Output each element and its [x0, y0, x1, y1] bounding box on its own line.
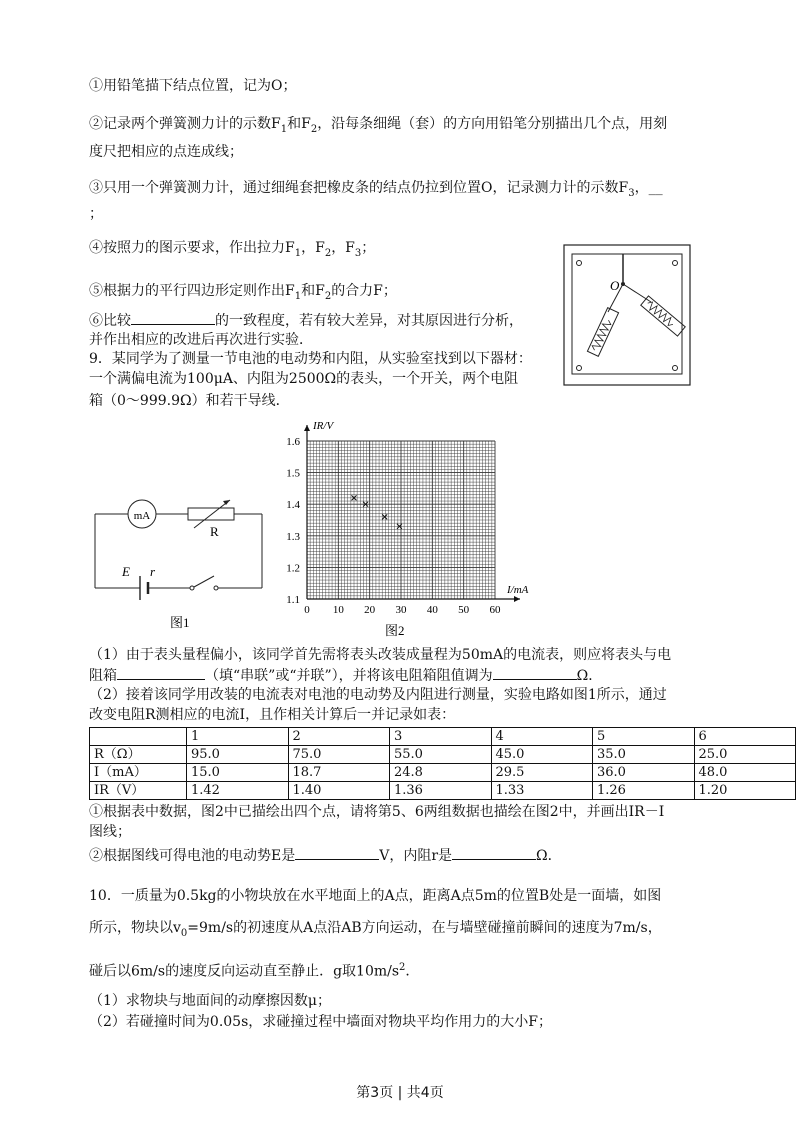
- x-axis-arrow: [514, 596, 520, 602]
- table-cell: 36.0: [593, 764, 695, 782]
- q10-part2: （2）若碰撞时间为0.05s，求碰撞过程中墙面对物块平均作用力的大小F；: [89, 1014, 552, 1030]
- q9-intro1: 9．某同学为了测量一节电池的电动势和内阻，从实验室找到以下器材：: [89, 351, 532, 367]
- q9-c1-line2: 图线；: [89, 824, 131, 840]
- q8-step4: ④按照力的图示要求，作出拉力$F_1$，$F_2$，$F_3$；: [89, 240, 376, 259]
- emf-blank[interactable]: [295, 845, 379, 860]
- chart-grid: [307, 441, 495, 599]
- x-tick-label: 0: [304, 604, 310, 616]
- q9-c1-line1: ①根据表中数据，图2中已描绘出四个点，请将第5、6两组数据也描绘在图2中，并画出IR－I: [89, 804, 665, 820]
- q10-line1: 10．一质量为0.5kg的小物块放在水平地面上的A点，距离A点5m的位置B处是一面墙，如图: [89, 888, 662, 904]
- q9-part2-line1: （2）接着该同学用改装的电流表对电池的电动势及内阻进行测量，实验电路如图1所示，通过: [89, 687, 667, 703]
- q10-part1: （1）求物块与地面间的动摩擦因数μ；: [89, 993, 332, 1009]
- table-cell: 75.0: [288, 746, 390, 764]
- resistor-label: R: [210, 524, 219, 539]
- x-tick-label: 40: [426, 604, 438, 616]
- table-row: [90, 782, 796, 800]
- table-cell: 1.26: [593, 782, 695, 800]
- table-cell: 4: [491, 728, 593, 746]
- point-o-label: O: [610, 278, 620, 293]
- y-tick-label: 1.4: [286, 499, 300, 512]
- table-cell: I（mA）: [90, 764, 187, 782]
- table-cell: 18.7: [288, 764, 390, 782]
- y-tick-label: 1.5: [286, 467, 300, 480]
- x-tick-label: 30: [395, 604, 407, 616]
- resistance-blank[interactable]: [493, 665, 577, 680]
- table-cell: 35.0: [593, 746, 695, 764]
- table-cell: 1.33: [491, 782, 593, 800]
- q10-line3: 碰后以6m/s的速度反向运动直至静止．g取$10m/s^2$．: [89, 962, 420, 980]
- table-cell: 45.0: [491, 746, 593, 764]
- table-cell: 1.40: [288, 782, 390, 800]
- x-tick-label: 60: [489, 604, 501, 616]
- y-tick-label: 1.3: [286, 530, 300, 543]
- y-tick-label: 1.2: [286, 562, 300, 575]
- figure-1-circuit: [90, 494, 270, 634]
- x-tick-label: 10: [332, 604, 344, 616]
- q8-step1: ①用铅笔描下结点位置，记为O；: [89, 78, 297, 94]
- internal-resistance-blank[interactable]: [452, 845, 536, 860]
- q9-c2: ②根据图线可得电池的电动势E是 V，内阻r是 Ω．: [89, 845, 562, 866]
- q8-step3: ③只用一个弹簧测力计，通过细绳套把橡皮条的结点仍拉到位置O，记录测力计的示数$F_3$，__: [89, 180, 663, 199]
- y-tick-label: 1.6: [286, 436, 300, 448]
- table-cell: 48.0: [694, 764, 796, 782]
- q8-step6-cont: 并作出相应的改进后再次进行实验．: [89, 332, 313, 348]
- table-cell: 55.0: [390, 746, 492, 764]
- answer-blank[interactable]: [131, 310, 215, 325]
- y-tick-label: 1.1: [286, 594, 300, 606]
- page-footer: 第3页 | 共4页: [356, 1085, 444, 1101]
- table-cell: 1.20: [694, 782, 796, 800]
- table-header-row: [90, 728, 796, 746]
- meter-label: mA: [133, 510, 151, 522]
- table-cell: R（Ω）: [90, 746, 187, 764]
- table-cell: 2: [288, 728, 390, 746]
- table-cell: [90, 728, 187, 746]
- x-tick-label: 50: [458, 604, 470, 616]
- chart-points: [352, 495, 402, 528]
- table-cell: 95.0: [187, 746, 289, 764]
- table-cell: 15.0: [187, 764, 289, 782]
- q9-part1-line1: （1）由于表头量程偏小，该同学首先需将表头改装成量程为50mA的电流表，则应将表头与电: [89, 647, 672, 663]
- data-table: [89, 727, 796, 800]
- figure-2-chart: [270, 417, 550, 647]
- emf-label: E: [122, 564, 130, 579]
- q9-part2-line2: 改变电阻R测相应的电流I，且作相关计算后一并记录如表：: [89, 707, 456, 723]
- x-tick-label: 20: [364, 604, 376, 616]
- table-cell: 5: [593, 728, 695, 746]
- q8-step6: ⑥比较 的一致程度，若有较大差异，对其原因进行分析，: [89, 310, 523, 331]
- x-axis-label: I/mA: [507, 584, 529, 596]
- figure-2-caption: 图2: [385, 623, 405, 638]
- y-axis-label: IR/V: [313, 420, 334, 432]
- table-row: [90, 764, 796, 782]
- table-cell: 6: [694, 728, 796, 746]
- table-cell: 29.5: [491, 764, 593, 782]
- figure-1-caption: 图1: [170, 615, 190, 630]
- q8-step2: ②记录两个弹簧测力计的示数$F_1$和$F_2$，沿每条细绳（套）的方向用铅笔分别描出几个点，用刻: [89, 116, 668, 135]
- table-cell: 1.36: [390, 782, 492, 800]
- table-cell: 3: [390, 728, 492, 746]
- q10-line2: 所示，物块以$v_0=9m/s$的初速度从A点沿AB方向运动，在与墙壁碰撞前瞬间的速度为7m/s，: [89, 920, 662, 939]
- internal-r-label: r: [150, 564, 156, 579]
- q9-part1-line2: 阻箱 （填“串联”或“并联”），并将该电阻箱阻值调为 Ω．: [89, 665, 602, 686]
- table-cell: 25.0: [694, 746, 796, 764]
- q8-step2-cont: 度尺把相应的点连成线；: [89, 144, 243, 160]
- q8-board-figure: [563, 244, 691, 386]
- y-axis-arrow: [304, 425, 310, 431]
- q9-intro2: 一个满偏电流为100μA、内阻为2500Ω的表头，一个开关，两个电阻: [89, 371, 519, 387]
- q8-step3-cont: ；: [89, 206, 103, 222]
- table-row: [90, 746, 796, 764]
- q8-step5: ⑤根据力的平行四边形定则作出$F_1$和$F_2$的合力F；: [89, 283, 397, 302]
- table-cell: 1.42: [187, 782, 289, 800]
- table-cell: 1: [187, 728, 289, 746]
- connection-blank[interactable]: [117, 665, 205, 680]
- table-cell: IR（V）: [90, 782, 187, 800]
- table-cell: 24.8: [390, 764, 492, 782]
- q9-intro3: 箱（0～999.9Ω）和若干导线．: [89, 393, 290, 409]
